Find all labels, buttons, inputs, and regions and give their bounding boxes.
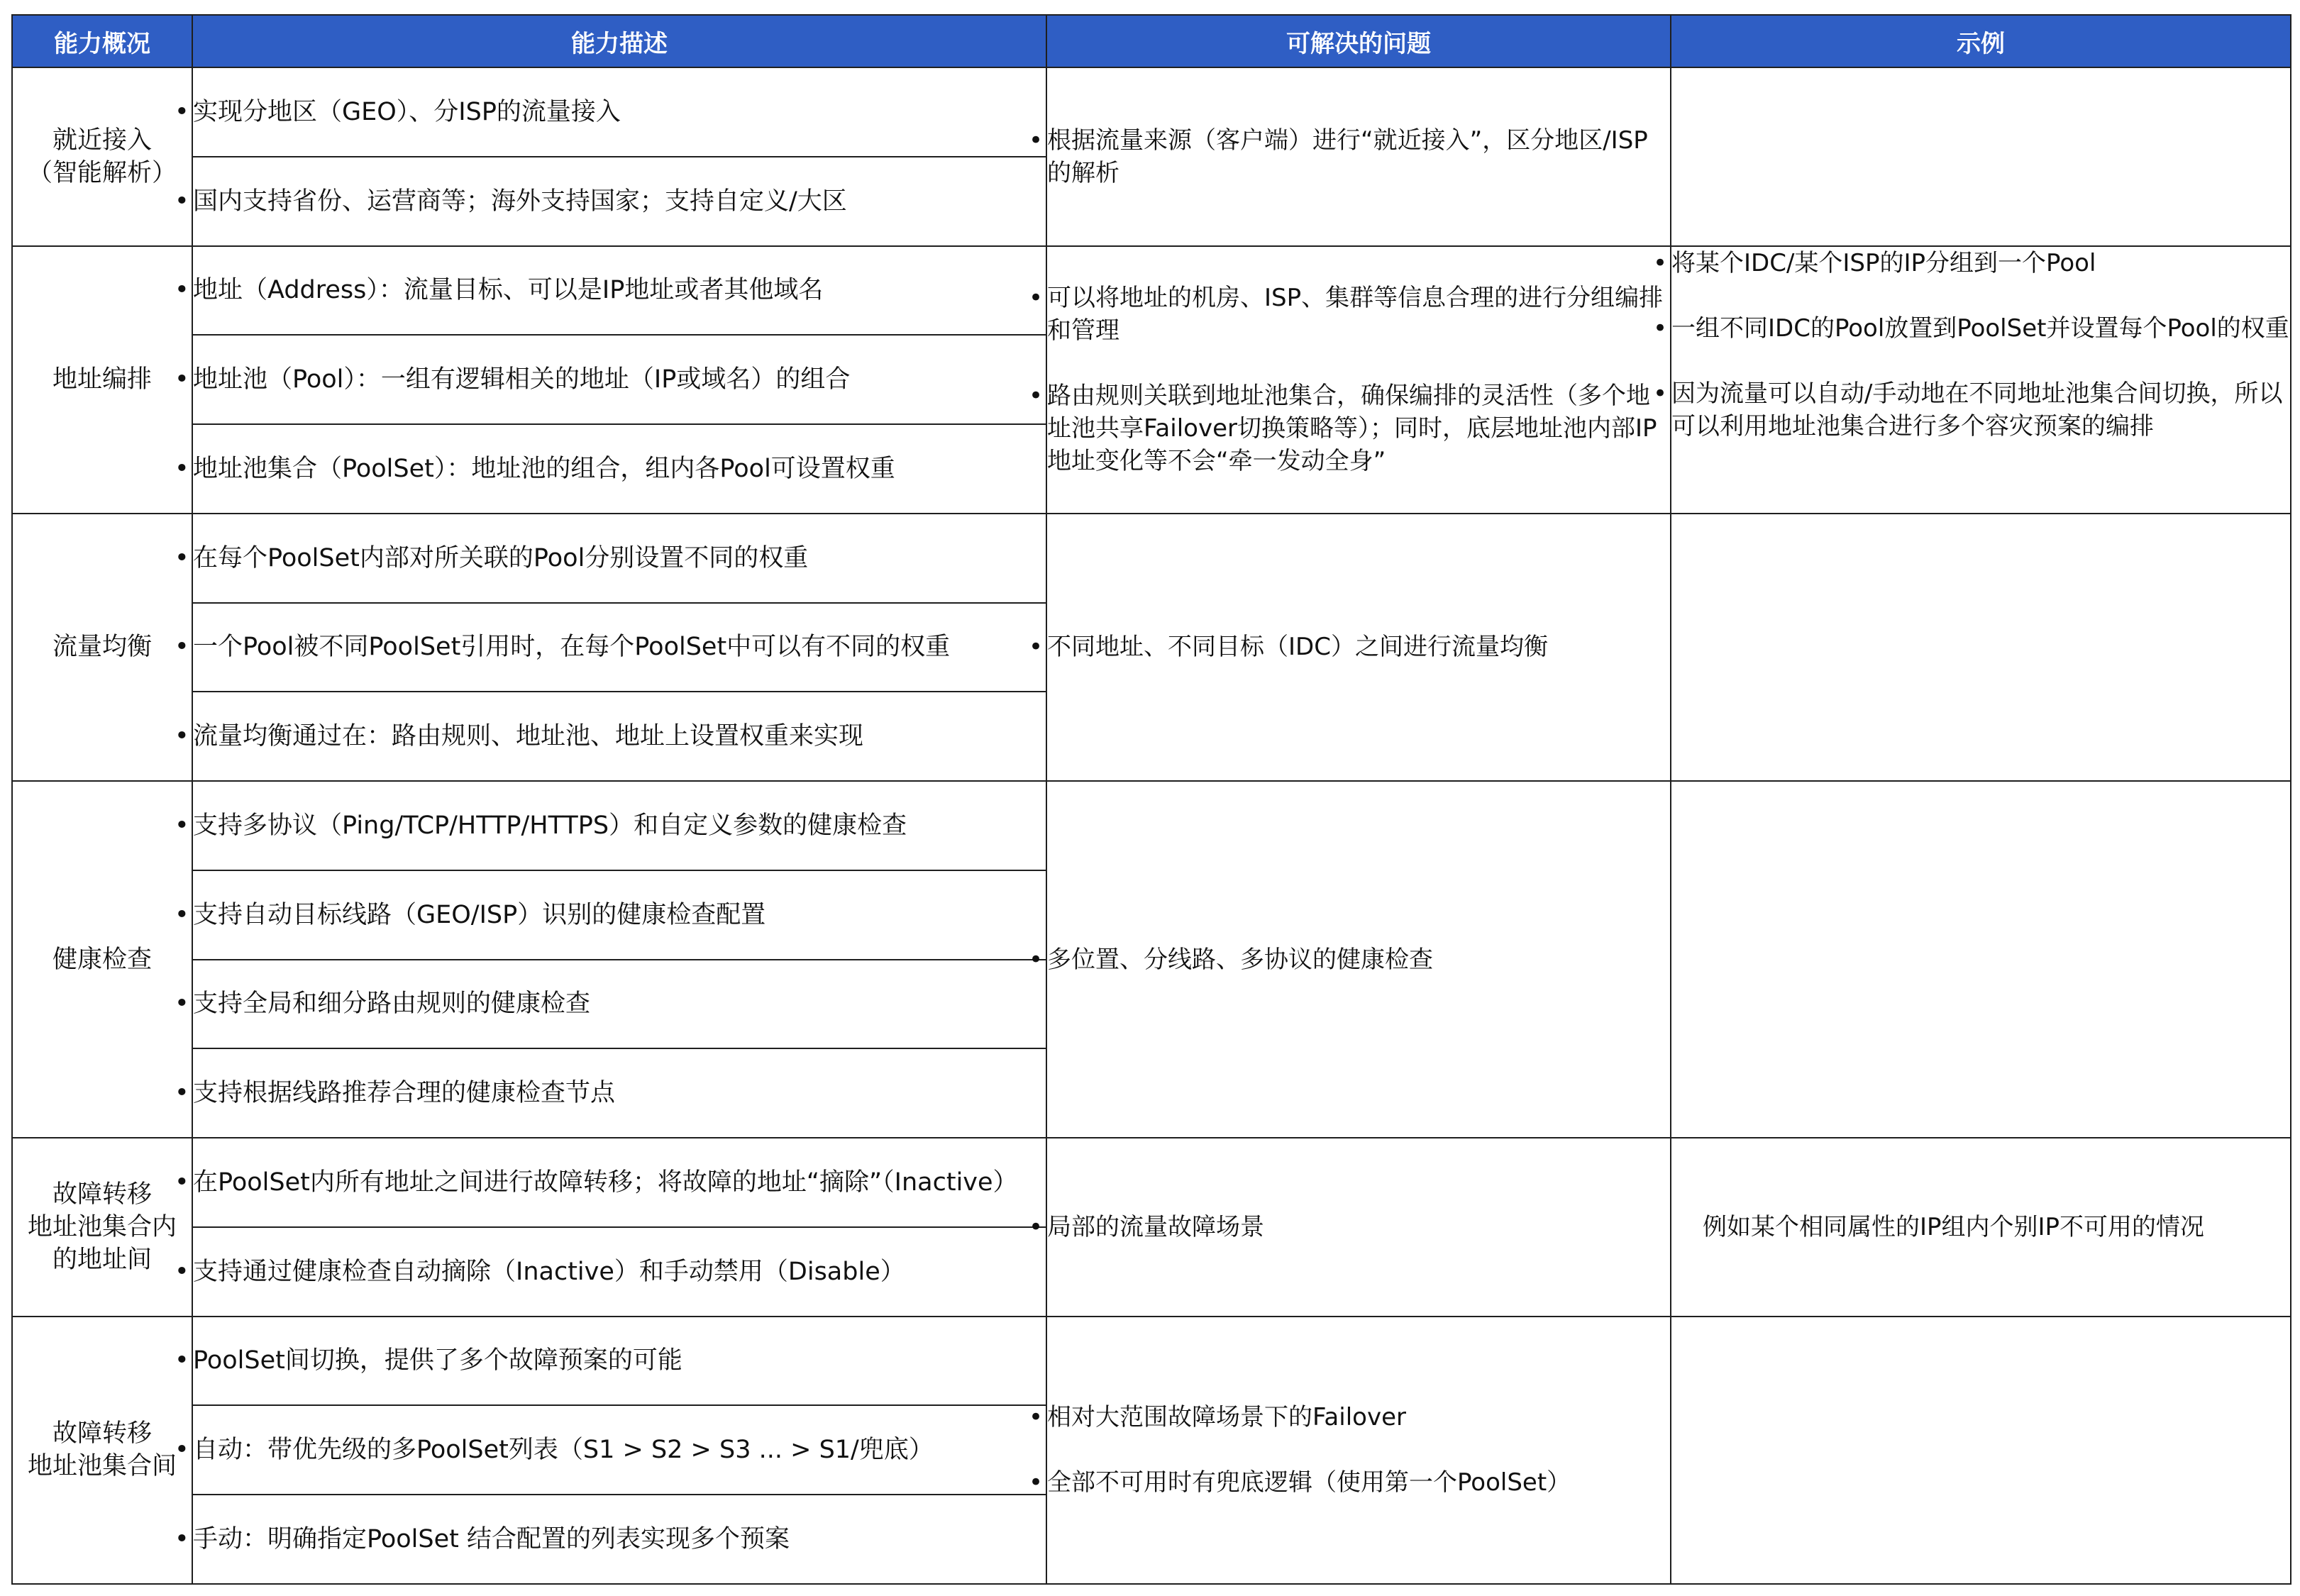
category-cell: 故障转移 地址池集合间 [12, 1317, 192, 1585]
description-item [175, 274, 1046, 306]
description-cell [175, 157, 1046, 246]
description-item [175, 1077, 1046, 1109]
bullet-icon: • [1653, 379, 1668, 408]
problem-item [1029, 379, 1670, 477]
description-item [175, 1523, 1046, 1556]
example-item [1653, 312, 2290, 345]
description-item [175, 899, 1046, 931]
description-cell [175, 335, 1046, 424]
problem-item [1029, 1401, 1670, 1434]
description-item-text: 流量均衡通过在：路由规则、地址池、地址上设置权重来实现 [193, 722, 864, 751]
problem-item [1029, 282, 1670, 347]
description-cell [175, 1138, 1046, 1227]
capability-table [11, 14, 2291, 1585]
bullet-icon: • [175, 1079, 189, 1108]
bullet-icon: • [1029, 1212, 1044, 1241]
description-item-text: 实现分地区（GEO）、分ISP的流量接入 [193, 97, 621, 126]
bullet-icon: • [175, 722, 189, 751]
header-problem: 可解决的问题 [1046, 15, 1671, 67]
problem-item [1029, 1211, 1670, 1243]
description-item-text: 国内支持省份、运营商等；海外支持国家；支持自定义/大区 [193, 187, 847, 216]
bullet-icon: • [1029, 1468, 1044, 1497]
category-cell: 就近接入 （智能解析） [12, 67, 192, 246]
problem-item [1029, 1466, 1670, 1499]
problem-item [1029, 124, 1670, 189]
table-row [12, 1317, 2291, 1406]
description-cell [175, 960, 1046, 1049]
example-cell [1671, 781, 2291, 1138]
description-item [175, 987, 1046, 1020]
problem-item-text: 多位置、分线路、多协议的健康检查 [1047, 945, 1433, 974]
description-cell [175, 1048, 1046, 1138]
example-cell [1671, 67, 2291, 246]
bullet-icon: • [1029, 633, 1044, 662]
table-row [12, 514, 2291, 603]
example-cell [1653, 246, 2291, 514]
table-row [12, 781, 2291, 870]
description-item [175, 1166, 1046, 1199]
bullet-icon: • [175, 1436, 189, 1465]
bullet-icon: • [175, 990, 189, 1019]
header-overview: 能力概况 [12, 15, 192, 67]
bullet-icon: • [175, 1525, 189, 1553]
category-cell: 健康检查 [12, 781, 192, 1138]
table-row [12, 246, 2291, 336]
problem-cell [1029, 781, 1671, 1138]
bullet-icon: • [175, 1346, 189, 1375]
description-item [175, 1434, 1046, 1466]
bullet-icon: • [1653, 248, 1668, 277]
description-item [175, 453, 1046, 485]
example-cell [1671, 514, 2291, 781]
description-item [175, 363, 1046, 396]
problem-cell [1029, 246, 1671, 514]
description-cell [175, 246, 1046, 336]
description-item-text: 自动：带优先级的多PoolSet列表（S1 > S2 > S3 ... > S1/兜底） [193, 1436, 934, 1465]
header-row [12, 15, 2291, 67]
table-body [12, 67, 2291, 1584]
bullet-icon: • [175, 365, 189, 394]
description-item-text: 支持多协议（Ping/TCP/HTTP/HTTPS）和自定义参数的健康检查 [193, 811, 907, 840]
header-example: 示例 [1671, 15, 2291, 67]
bullet-icon: • [175, 276, 189, 305]
description-item-text: 一个Pool被不同PoolSet引用时，在每个PoolSet中可以有不同的权重 [193, 633, 951, 662]
problem-item-text: 可以将地址的机房、ISP、集群等信息合理的进行分组编排和管理 [1047, 284, 1664, 345]
bullet-icon: • [175, 900, 189, 929]
example-item [1653, 247, 2290, 279]
description-cell [175, 1495, 1046, 1584]
description-item [175, 542, 1046, 575]
example-item-text: 将某个IDC/某个ISP的IP分组到一个Pool [1671, 248, 2096, 277]
description-cell [175, 424, 1046, 514]
problem-item-text: 根据流量来源（客户端）进行“就近接入”，区分地区/ISP的解析 [1047, 126, 1648, 187]
problem-cell [1029, 1317, 1671, 1585]
description-item-text: 支持自动目标线路（GEO/ISP）识别的健康检查配置 [193, 900, 766, 929]
category-cell: 故障转移 地址池集合内 的地址间 [12, 1138, 192, 1317]
description-cell [175, 1405, 1046, 1495]
description-item-text: 支持通过健康检查自动摘除（Inactive）和手动禁用（Disable） [193, 1257, 905, 1286]
problem-item [1029, 631, 1670, 663]
description-item-text: 支持根据线路推荐合理的健康检查节点 [193, 1079, 616, 1108]
table-header [12, 15, 2291, 67]
bullet-icon: • [175, 97, 189, 126]
description-cell [175, 870, 1046, 960]
example-item-text: 因为流量可以自动/手动地在不同地址池集合间切换，所以可以利用地址池集合进行多个容灾预案的编排 [1671, 379, 2283, 440]
bullet-icon: • [1029, 126, 1044, 155]
description-item-text: 支持全局和细分路由规则的健康检查 [193, 990, 591, 1019]
problem-cell [1029, 514, 1671, 781]
description-cell [175, 1227, 1046, 1317]
description-cell [175, 603, 1046, 692]
description-cell [175, 514, 1046, 603]
bullet-icon: • [1029, 945, 1044, 974]
description-item [175, 809, 1046, 842]
table-row [12, 1138, 2291, 1227]
problem-item-text: 全部不可用时有兜底逻辑（使用第一个PoolSet） [1047, 1468, 1571, 1497]
description-item-text: 手动：明确指定PoolSet 结合配置的列表实现多个预案 [193, 1525, 790, 1553]
description-item-text: 地址池（Pool）：一组有逻辑相关的地址（IP或域名）的组合 [193, 365, 851, 394]
bullet-icon: • [1029, 284, 1044, 313]
problem-item-text: 路由规则关联到地址池集合，确保编排的灵活性（多个地址池共享Failover切换策略等）；同时，底层地址池内部IP地址变化等不会“牵一发动全身” [1047, 382, 1657, 476]
description-item [175, 1344, 1046, 1377]
bullet-icon: • [1029, 382, 1044, 411]
bullet-icon: • [175, 543, 189, 572]
description-item-text: 地址池集合（PoolSet）：地址池的组合，组内各Pool可设置权重 [193, 454, 895, 483]
bullet-icon: • [1653, 314, 1668, 343]
example-cell [1671, 1317, 2291, 1585]
table-row [12, 67, 2291, 157]
problem-cell [1029, 67, 1671, 246]
bullet-icon: • [175, 454, 189, 483]
description-item-text: 地址（Address）：流量目标、可以是IP地址或者其他域名 [193, 276, 824, 305]
description-item-text: 在每个PoolSet内部对所关联的Pool分别设置不同的权重 [193, 543, 809, 572]
bullet-icon: • [1029, 1403, 1044, 1432]
description-item [175, 631, 1046, 663]
example-item [1653, 377, 2290, 443]
description-cell [175, 67, 1046, 157]
description-item [175, 185, 1046, 218]
bullet-icon: • [175, 633, 189, 662]
example-cell [1671, 1138, 2291, 1317]
description-item-text: PoolSet间切换，提供了多个故障预案的可能 [193, 1346, 682, 1375]
bullet-icon: • [175, 811, 189, 840]
bullet-icon: • [175, 1168, 189, 1197]
problem-item-text: 不同地址、不同目标（IDC）之间进行流量均衡 [1047, 633, 1548, 662]
problem-cell [1029, 1138, 1671, 1317]
example-item-text: 一组不同IDC的Pool放置到PoolSet并设置每个Pool的权重 [1671, 314, 2289, 343]
example-text: 例如某个相同属性的IP组内个别IP不可用的情况 [1703, 1212, 2205, 1241]
category-cell: 地址编排 [12, 246, 192, 514]
bullet-icon: • [175, 187, 189, 216]
category-cell: 流量均衡 [12, 514, 192, 781]
description-item [175, 96, 1046, 128]
description-cell [175, 1317, 1046, 1406]
description-cell [175, 781, 1046, 870]
problem-item-text: 相对大范围故障场景下的Failover [1047, 1403, 1406, 1432]
description-item-text: 在PoolSet内所有地址之间进行故障转移；将故障的地址“摘除”（Inactive） [193, 1168, 1018, 1197]
description-item [175, 720, 1046, 753]
header-description: 能力描述 [192, 15, 1046, 67]
problem-item-text: 局部的流量故障场景 [1047, 1212, 1264, 1241]
description-cell [175, 692, 1046, 781]
description-item [175, 1256, 1046, 1288]
problem-item [1029, 943, 1670, 976]
bullet-icon: • [175, 1257, 189, 1286]
